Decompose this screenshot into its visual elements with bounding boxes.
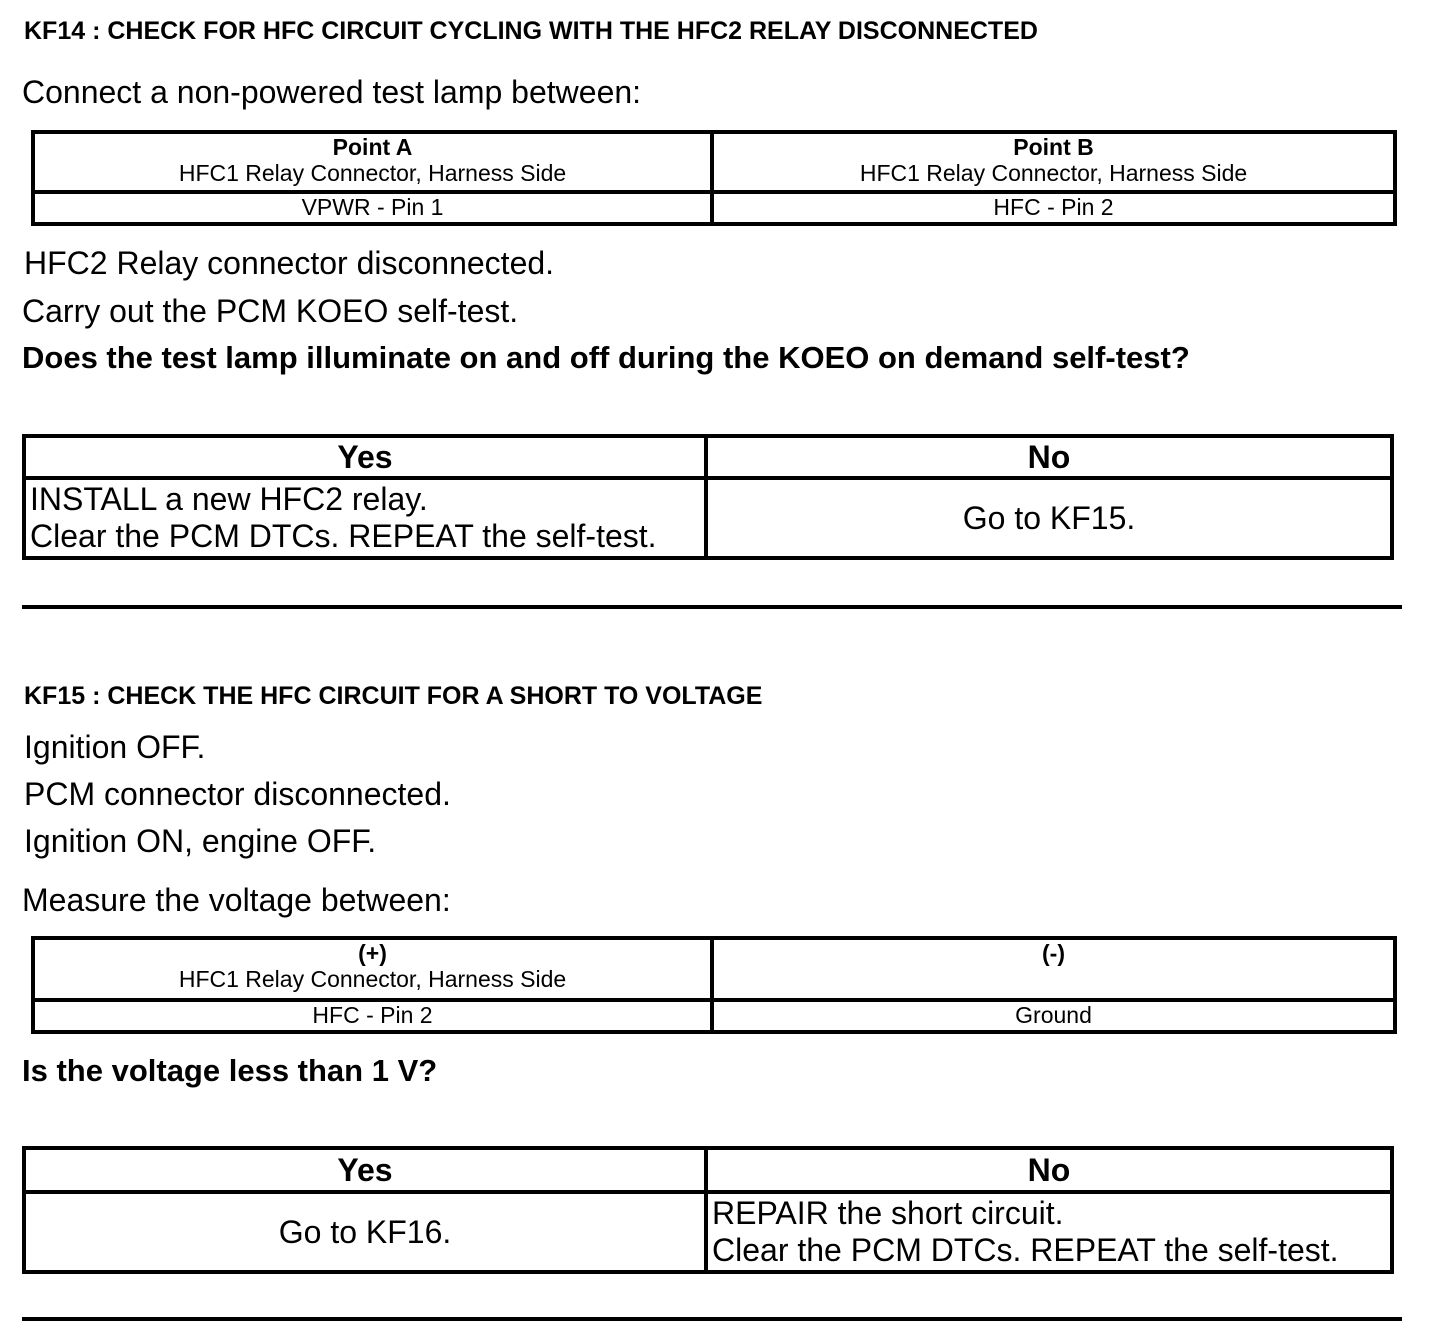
- kf14-step-2: Carry out the PCM KOEO self-test.: [22, 293, 519, 329]
- kf15-positive-value: HFC - Pin 2: [33, 1000, 712, 1032]
- kf14-heading: KF14 : CHECK FOR HFC CIRCUIT CYCLING WITH THE HFC2 RELAY DISCONNECTED: [24, 17, 1038, 45]
- kf14-point-a-title: Point A: [332, 134, 413, 160]
- kf15-no-line-1: REPAIR the short circuit.: [712, 1195, 1064, 1231]
- kf15-negative-title: (-): [1042, 940, 1065, 966]
- kf14-point-a-cell: [33, 132, 712, 192]
- kf14-point-a-sub: HFC1 Relay Connector, Harness Side: [178, 160, 567, 186]
- kf15-no-line-2: Clear the PCM DTCs. REPEAT the self-test.: [712, 1232, 1339, 1268]
- kf15-yes-header: Yes: [24, 1148, 706, 1192]
- section-divider-bottom: [22, 1317, 1402, 1321]
- kf15-positive-title: (+): [358, 940, 387, 966]
- section-divider: [22, 605, 1402, 609]
- kf15-heading: KF15 : CHECK THE HFC CIRCUIT FOR A SHORT TO VOLTAGE: [24, 682, 763, 710]
- kf14-no-header: No: [706, 436, 1392, 478]
- kf15-negative-value: Ground: [712, 1000, 1395, 1032]
- kf14-yes-line-1: INSTALL a new HFC2 relay.: [30, 481, 428, 517]
- kf15-intro: Measure the voltage between:: [22, 882, 451, 918]
- kf14-yes-cell: [24, 478, 706, 558]
- kf14-no-cell: Go to KF15.: [706, 478, 1392, 558]
- kf15-result-table: [22, 1146, 1394, 1274]
- kf15-positive-sub: HFC1 Relay Connector, Harness Side: [178, 966, 567, 992]
- kf15-question: Is the voltage less than 1 V?: [22, 1053, 438, 1088]
- kf14-point-a-value: VPWR - Pin 1: [33, 192, 712, 224]
- kf15-points-table: [31, 936, 1397, 1034]
- kf14-yes-header: Yes: [24, 436, 706, 478]
- kf15-positive-cell: [33, 938, 712, 1000]
- kf15-no-cell: [706, 1192, 1392, 1272]
- kf14-question: Does the test lamp illuminate on and off during the KOEO on demand self-test?: [22, 340, 1190, 375]
- kf15-negative-cell: [712, 938, 1395, 1000]
- kf15-step-3: Ignition ON, engine OFF.: [24, 823, 377, 859]
- kf14-points-table: [31, 130, 1397, 226]
- kf15-step-1: Ignition OFF.: [24, 729, 206, 765]
- kf14-result-table: [22, 434, 1394, 560]
- kf15-step-2: PCM connector disconnected.: [24, 776, 451, 812]
- kf15-no-header: No: [706, 1148, 1392, 1192]
- kf14-intro: Connect a non-powered test lamp between:: [22, 74, 642, 110]
- kf14-point-b-cell: [712, 132, 1395, 192]
- kf14-point-b-value: HFC - Pin 2: [712, 192, 1395, 224]
- kf14-step-1: HFC2 Relay connector disconnected.: [24, 245, 555, 281]
- kf15-yes-cell: Go to KF16.: [24, 1192, 706, 1272]
- kf14-point-b-title: Point B: [1013, 134, 1094, 160]
- kf14-yes-line-2: Clear the PCM DTCs. REPEAT the self-test.: [30, 518, 657, 554]
- kf14-point-b-sub: HFC1 Relay Connector, Harness Side: [859, 160, 1248, 186]
